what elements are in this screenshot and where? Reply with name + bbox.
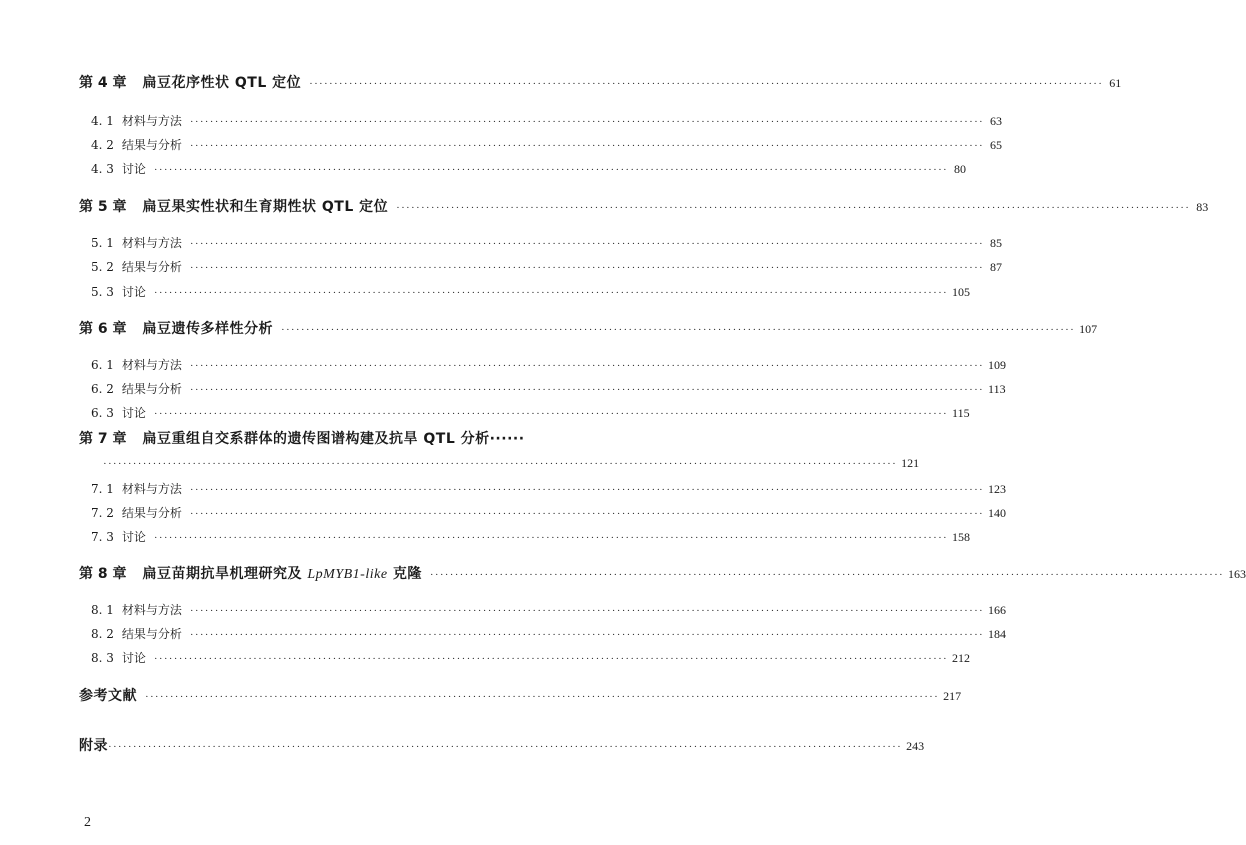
leader-dots [190, 508, 984, 520]
leader-dots [190, 360, 984, 372]
section-title: 材料与方法 [121, 603, 182, 617]
section-number: 5. 1 [91, 236, 114, 250]
section-title: 材料与方法 [121, 358, 182, 372]
page-ref: 166 [988, 603, 1007, 617]
chapter-number: 第 7 章 [79, 431, 127, 447]
section-title: 材料与方法 [121, 482, 182, 496]
toc-section-4-3[interactable] [91, 160, 967, 177]
leader-dots [190, 605, 984, 617]
leader-dots [145, 691, 939, 703]
section-number: 6. 3 [91, 406, 114, 420]
page-ref: 140 [988, 506, 1007, 520]
page-ref: 184 [988, 627, 1007, 641]
page-ref: 163 [1228, 567, 1246, 581]
page-ref: 158 [952, 530, 971, 544]
page-ref: 107 [1079, 322, 1098, 336]
toc-chapter-7[interactable] [79, 428, 549, 448]
chapter-title-prefix: 扁豆苗期抗旱机理研究及 [142, 566, 302, 582]
page-ref: 63 [990, 114, 1003, 128]
chapter-number: 第 5 章 [79, 199, 127, 215]
section-title: 结果与分析 [121, 260, 182, 274]
section-number: 4. 1 [91, 114, 114, 128]
leader-dots [396, 202, 1190, 214]
chapter-title: 扁豆遗传多样性分析 [142, 321, 273, 337]
page-ref: 121 [901, 456, 920, 470]
leader-dots [108, 741, 902, 753]
section-title: 结果与分析 [121, 627, 182, 641]
toc-section-6-3[interactable] [91, 404, 970, 421]
chapter-title: 扁豆果实性状和生育期性状 QTL 定位 [142, 199, 389, 215]
toc-section-5-3[interactable] [91, 283, 971, 300]
section-number: 8. 1 [91, 603, 114, 617]
page-ref: 85 [990, 236, 1003, 250]
section-title: 结果与分析 [121, 138, 182, 152]
leader-dots [190, 262, 984, 274]
leader-dots [190, 484, 984, 496]
toc-section-6-1[interactable] [91, 356, 1007, 373]
chapter-title [143, 563, 422, 583]
section-title: 讨论 [121, 530, 146, 544]
page-ref: 217 [943, 689, 962, 703]
leader-dots [309, 78, 1103, 90]
leader-dots [154, 408, 948, 420]
toc-chapter-8[interactable] [79, 563, 1246, 583]
toc-section-6-2[interactable] [91, 380, 1006, 397]
page-ref: 80 [954, 162, 967, 176]
chapter-number: 第 4 章 [79, 75, 127, 91]
page-number: 2 [84, 815, 91, 830]
page-ref: 83 [1196, 200, 1209, 214]
leader-dots [103, 458, 897, 470]
section-number: 4. 2 [91, 138, 114, 152]
page-ref: 115 [952, 406, 970, 420]
leader-dots [190, 140, 984, 152]
appendix-title: 附录 [79, 738, 108, 754]
section-number: 5. 3 [91, 285, 114, 299]
section-title: 讨论 [121, 651, 146, 665]
leader-dots [154, 532, 948, 544]
section-title: 讨论 [121, 406, 146, 420]
toc-chapter-7-continuation[interactable] [103, 456, 920, 471]
section-title: 讨论 [121, 162, 146, 176]
leader-dots [154, 164, 948, 176]
section-number: 7. 3 [91, 530, 114, 544]
chapter-title: 扁豆花序性状 QTL 定位 [142, 75, 302, 91]
page-ref: 87 [990, 260, 1003, 274]
leader-dots [281, 324, 1075, 336]
toc-chapter-4[interactable] [79, 72, 1122, 92]
section-title: 讨论 [121, 285, 146, 299]
page-ref: 61 [1109, 76, 1122, 90]
section-number: 6. 1 [91, 358, 114, 372]
section-number: 8. 3 [91, 651, 114, 665]
page-ref: 212 [952, 651, 971, 665]
section-number: 7. 2 [91, 506, 114, 520]
toc-chapter-6[interactable] [79, 318, 1098, 338]
toc-section-7-2[interactable] [91, 504, 1007, 521]
references-title: 参考文献 [79, 688, 137, 704]
page-ref: 113 [988, 382, 1006, 396]
page-ref: 243 [906, 739, 925, 753]
toc-section-4-1[interactable] [91, 112, 1003, 129]
leader-dots [154, 653, 948, 665]
section-number: 5. 2 [91, 260, 114, 274]
page-ref: 65 [990, 138, 1003, 152]
toc-section-8-3[interactable] [91, 649, 971, 666]
leader-dots [154, 287, 948, 299]
toc-section-7-3[interactable] [91, 528, 971, 545]
toc-chapter-5[interactable] [79, 196, 1209, 216]
section-title: 材料与方法 [121, 114, 182, 128]
section-number: 8. 2 [91, 627, 114, 641]
toc-section-8-1[interactable] [91, 601, 1007, 618]
leader-dots [190, 238, 984, 250]
chapter-number: 第 8 章 [79, 566, 127, 582]
leader-dots [190, 384, 984, 396]
section-title: 材料与方法 [121, 236, 182, 250]
toc-section-5-1[interactable] [91, 234, 1003, 251]
leader-dots [430, 569, 1224, 581]
section-title: 结果与分析 [121, 382, 182, 396]
section-number: 7. 1 [91, 482, 114, 496]
chapter-title-suffix: 克隆 [392, 566, 422, 582]
page-ref: 109 [988, 358, 1007, 372]
toc-references[interactable] [79, 685, 962, 705]
leader-dots [190, 629, 984, 641]
gene-name: LpMYB1-like [307, 567, 388, 582]
section-number: 6. 2 [91, 382, 114, 396]
toc-section-5-2[interactable] [91, 258, 1003, 275]
toc-section-4-2[interactable] [91, 136, 1003, 153]
section-number: 4. 3 [91, 162, 114, 176]
chapter-title: 扁豆重组自交系群体的遗传图谱构建及抗旱 QTL 分析······ [142, 431, 525, 447]
toc-appendix[interactable] [79, 735, 925, 755]
leader-dots [190, 116, 984, 128]
page-ref: 123 [988, 482, 1007, 496]
toc-section-7-1[interactable] [91, 480, 1007, 497]
chapter-number: 第 6 章 [79, 321, 127, 337]
section-title: 结果与分析 [121, 506, 182, 520]
page-ref: 105 [952, 285, 971, 299]
toc-section-8-2[interactable] [91, 625, 1007, 642]
